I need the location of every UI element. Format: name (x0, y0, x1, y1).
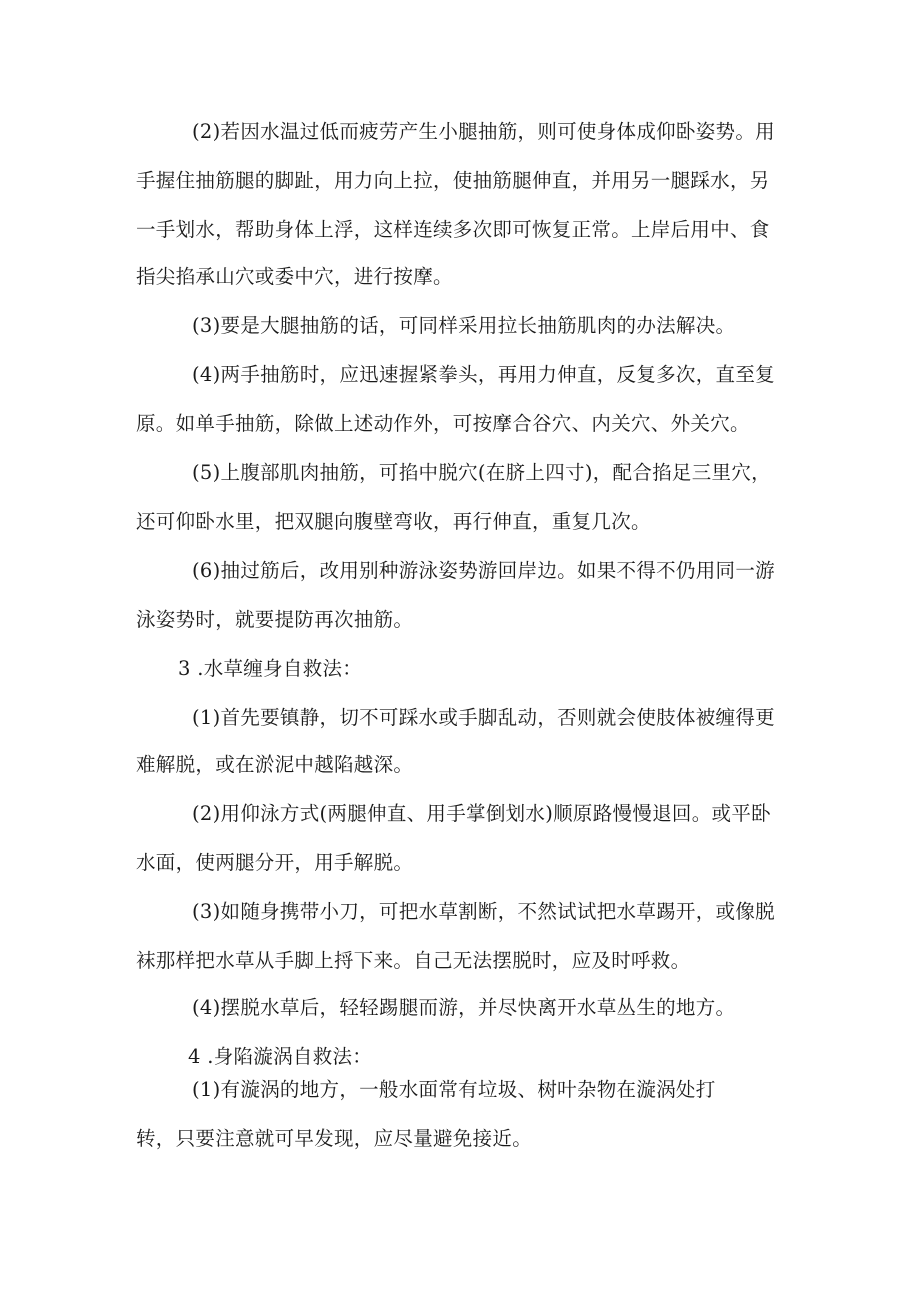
paragraph-line: 还可仰卧水里，把双腿向腹壁弯收，再行伸直，重复几次。 (136, 510, 651, 533)
paragraph-line: 指尖掐承山穴或委中穴，进行按摩。 (136, 265, 453, 288)
paragraph-line: (4)两手抽筋时，应迅速握紧拳头，再用力伸直，反复多次，直至复 (192, 363, 775, 386)
paragraph-line: (3)如随身携带小刀，可把水草割断，不然试试把水草踢开，或像脱 (192, 900, 775, 923)
paragraph-line: (3)要是大腿抽筋的话，可同样采用拉长抽筋肌肉的办法解决。 (192, 314, 736, 337)
paragraph-line: (2)用仰泳方式(两腿伸直、用手掌倒划水)顺原路慢慢退回。或平卧 (192, 802, 771, 825)
paragraph-line: 泳姿势时，就要提防再次抽筋。 (136, 608, 414, 631)
paragraph-line: 袜那样把水草从手脚上捋下来。自己无法摆脱时，应及时呼救。 (136, 949, 691, 972)
paragraph-line: 一手划水，帮助身体上浮，这样连续多次即可恢复正常。上岸后用中、食 (136, 218, 770, 241)
paragraph-line: (5)上腹部肌肉抽筋，可掐中脱穴(在脐上四寸)，配合掐足三里穴， (192, 461, 771, 484)
paragraph-line: (1)有漩涡的地方，一般水面常有垃圾、树叶杂物在漩涡处打 (192, 1078, 716, 1101)
paragraph-line: 原。如单手抽筋，除做上述动作外，可按摩合谷穴、内关穴、外关穴。 (136, 412, 750, 435)
paragraph-line: 难解脱，或在淤泥中越陷越深。 (136, 753, 414, 776)
paragraph-line: 转，只要注意就可早发现，应尽量避免接近。 (136, 1127, 533, 1150)
paragraph-line: (4)摆脱水草后，轻轻踢腿而游，并尽快离开水草丛生的地方。 (192, 996, 736, 1019)
paragraph-line: (6)抽过筋后，改用别种游泳姿势游回岸边。如果不得不仍用同一游 (192, 559, 775, 582)
paragraph-line: (1)首先要镇静，切不可踩水或手脚乱动，否则就会使肢体被缠得更 (192, 706, 775, 729)
paragraph-line: (2)若因水温过低而疲劳产生小腿抽筋，则可使身体成仰卧姿势。用 (192, 120, 775, 143)
paragraph-line: 水面，使两腿分开，用手解脱。 (136, 851, 414, 874)
paragraph-line: 手握住抽筋腿的脚趾，用力向上拉，使抽筋腿伸直，并用另一腿踩水，另 (136, 169, 770, 192)
section-heading: 4 .身陷漩涡自救法： (188, 1045, 373, 1068)
section-heading: 3 .水草缠身自救法： (178, 657, 363, 680)
